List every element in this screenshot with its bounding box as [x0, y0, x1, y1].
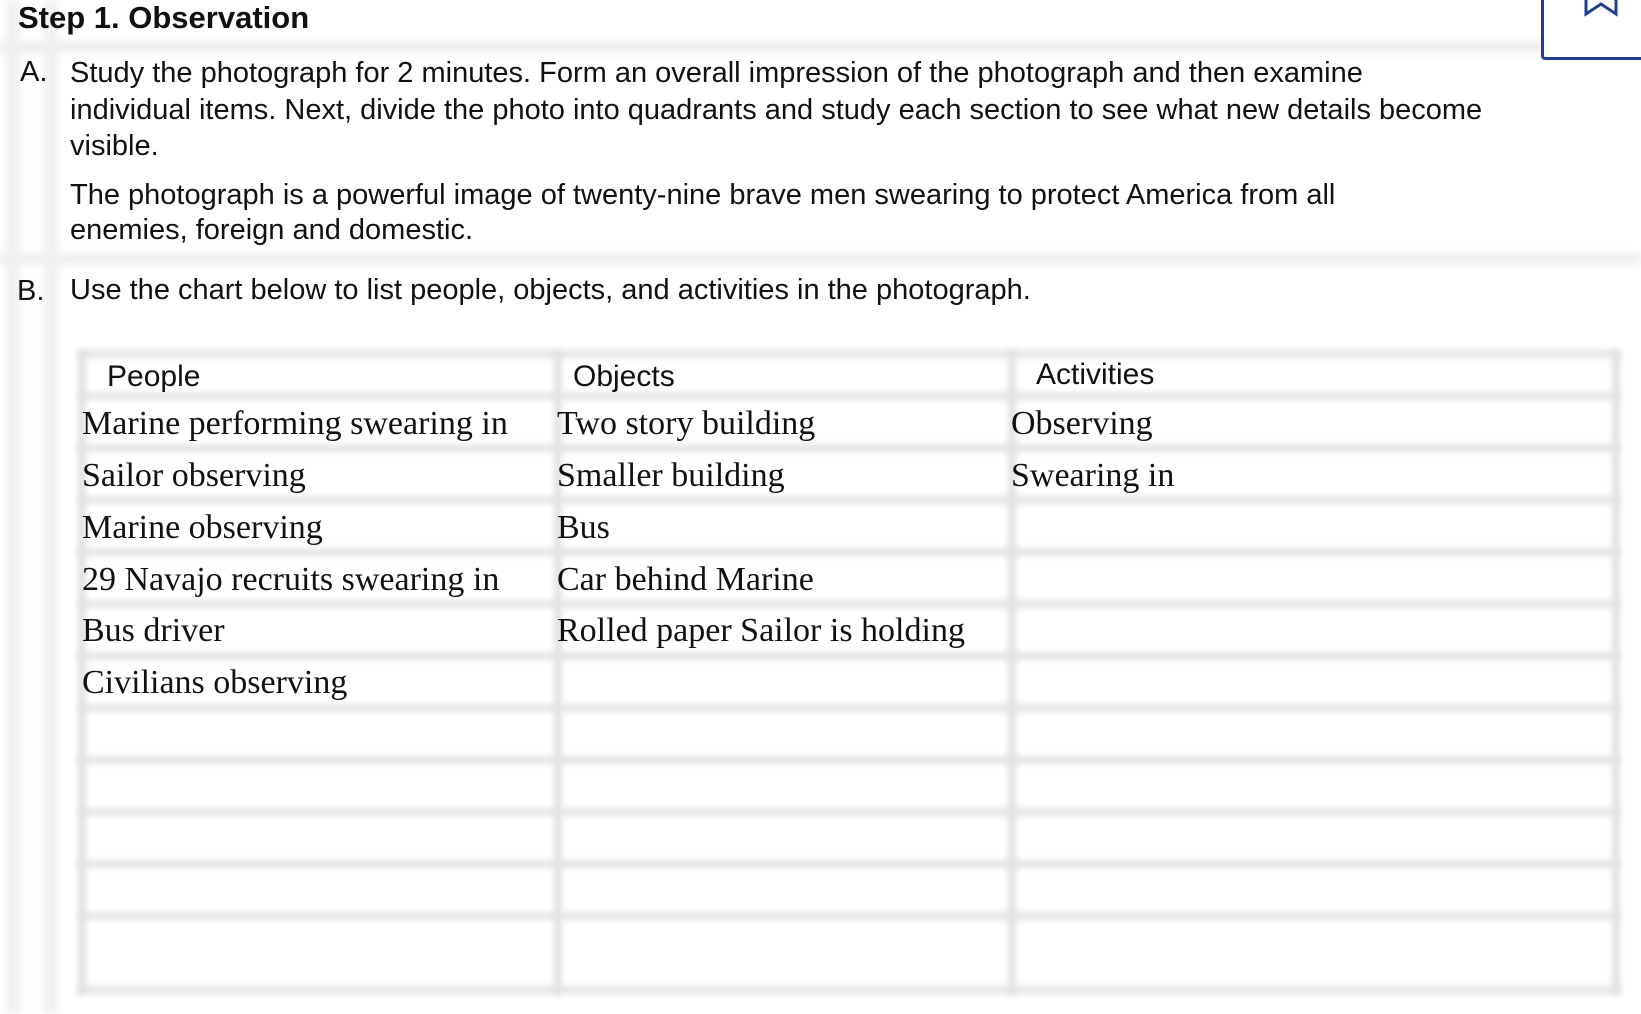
divider: [0, 254, 1641, 264]
section-a-line-1: Study the photograph for 2 minutes. Form an overall impression of the photograph and then examine: [70, 57, 1363, 89]
divider: [44, 0, 58, 1014]
table-rule: [1612, 350, 1620, 995]
section-b-letter: B.: [17, 275, 45, 307]
column-header-objects: Objects: [573, 360, 675, 393]
table-rule: [78, 496, 1620, 504]
observation-chart: [78, 350, 1620, 995]
objects-cell[interactable]: Two story building: [557, 405, 816, 442]
objects-cell[interactable]: Smaller building: [557, 457, 785, 494]
people-cell[interactable]: Civilians observing: [82, 664, 348, 701]
table-rule: [78, 652, 1620, 660]
section-a-line-2: individual items. Next, divide the photo into quadrants and study each section to see what new details become: [70, 94, 1483, 126]
section-a-answer-line-1: The photograph is a powerful image of twenty-nine brave men swearing to protect America from all: [70, 179, 1336, 211]
table-rule: [78, 912, 1620, 920]
people-cell[interactable]: Bus driver: [82, 612, 225, 649]
table-rule: [78, 986, 1620, 994]
table-rule: [78, 756, 1620, 764]
people-cell[interactable]: Marine performing swearing in: [82, 405, 508, 442]
people-cell[interactable]: Marine observing: [82, 509, 323, 546]
objects-cell[interactable]: Car behind Marine: [557, 561, 814, 598]
table-rule: [78, 860, 1620, 868]
bookmark-icon[interactable]: [1583, 0, 1619, 18]
table-rule: [78, 808, 1620, 816]
section-a-answer-line-2: enemies, foreign and domestic.: [70, 214, 473, 246]
table-rule: [1008, 350, 1016, 995]
activities-cell[interactable]: Swearing in: [1011, 457, 1175, 494]
objects-cell[interactable]: Rolled paper Sailor is holding: [557, 612, 965, 649]
section-a-letter: A.: [20, 56, 48, 88]
table-rule: [78, 444, 1620, 452]
section-b-instructions: Use the chart below to list people, objects, and activities in the photograph.: [70, 274, 1031, 306]
table-rule: [78, 548, 1620, 556]
page-title: Step 1. Observation: [18, 0, 310, 35]
divider: [6, 0, 20, 1014]
activities-cell[interactable]: Observing: [1011, 405, 1153, 442]
column-header-people: People: [107, 360, 201, 393]
table-rule: [554, 350, 562, 995]
divider: [0, 42, 1641, 52]
people-cell[interactable]: Sailor observing: [82, 457, 306, 494]
objects-cell[interactable]: Bus: [557, 509, 610, 546]
table-rule: [78, 350, 1620, 358]
table-rule: [78, 600, 1620, 608]
table-rule: [78, 704, 1620, 712]
table-rule: [78, 392, 1620, 400]
people-cell[interactable]: 29 Navajo recruits swearing in: [82, 561, 500, 598]
section-a-line-3: visible.: [70, 130, 159, 162]
column-header-activities: Activities: [1036, 358, 1155, 391]
